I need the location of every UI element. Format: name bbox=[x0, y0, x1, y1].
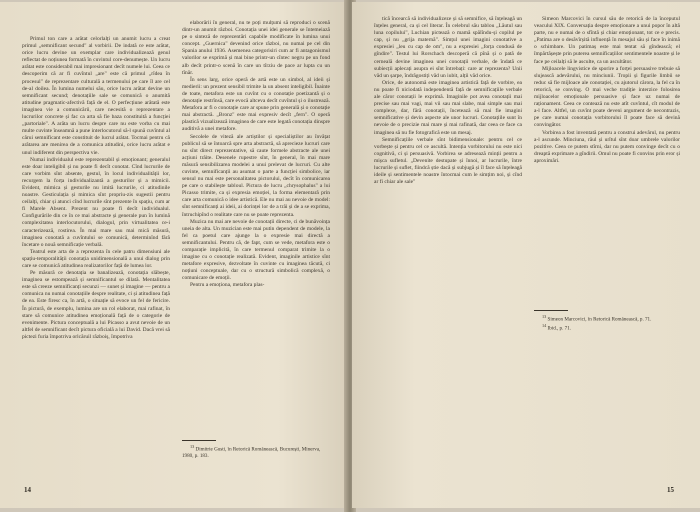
paragraph: Mijloacele lingvistice de sporire a forței persuasive trebuie să slujească adevărului, nu minciunii. Tropii și figurile limbii se reduc să fie mijloace ale conotației, cu ajutorul cărora, la fel ca în retorică, se conving. O mai veche tradiție interzice folosirea mijloacelor emoționale persuasive și face uz numai de raționament. Ceea ce contează nu este atît cuvîntul, cît modul de a-l face. Altfel, un cuvînt poate deveni argument de necontrazis, pe care numai conotația vorbitorului îl poate face să devină convingător. bbox=[534, 65, 680, 129]
footnote-marker: 13 bbox=[190, 444, 195, 449]
footnote-text: Ibid., p. 71. bbox=[547, 325, 572, 332]
page-number-right: 15 bbox=[667, 486, 674, 494]
paragraph: Teatrul este arta de a reprezenta în cele patru dimensiuni ale spațiu-temporalității conotația unidimensională a unui dialog prin care se comunică atitudinea realizatorilor față de lumea lor. bbox=[22, 248, 170, 269]
paragraph: Orice, de autonomă este imaginea artistică față de vorbire, ea nu poate fi niciodată independentă față de semnificațiile verbale ale căror conotații le exprimă. Imaginile pot avea conotații mai precise sau mai vagi, mai vii sau mai slabe, mai simple sau mai complexe, dar, fără conotații, încetează să mai fie imagini semnificative și devin aspecte ale unor lucruri. Conotațiile sunt în nevoie de o precizie mai mare și mai rafinată, dar ceea ce face ca imaginea să nu fie fotografică este un mesaj. bbox=[374, 79, 522, 136]
right-column-1 bbox=[374, 16, 522, 186]
paragraph: Pentru a emoționa, metafora plas- bbox=[190, 282, 265, 289]
left-column-2 bbox=[182, 20, 330, 290]
paragraph: Primul ton care a arătat celorlalți un anumit lucru a creat primul „semnificant secund" al vorbirii. De indată ce este arătat, orice lucru devine un exemplar care individualizează genul reflectat de noțiunea formată în cuvintul core-denumește. Un lucru arătat este considerabil mai impresionant decît numele lui. Ceea ce descoperim că ar fi cuvîntul „are" este că primul „rîdea în procesul" de reprezentare culturală a termenului pe care îl are cel de-al doilea. În lumina numelui său, orice lucru arătat devine un semnificant secund; denotațiile sale se comunică o anumită atitudine pragmatic-afectivă față de el. O perfecțiune arătată este imaginea vie a comunicării, care necesită o reprezentare a lucrurilor concrete și fac ca arta să fie baza constituită a funcției „partoriale". A arăta un lucru despre care nu este vorba cu mai multe cuvinte înseamnă a pune interlocutorul să-l spună cuvîntul al cărui semnificant este constituit de lucrul arătat. Tocmai pentru că arătarea are menirea de a comunica atitudini, orice lucru arătat e unul indiferent din perspectiva vie. bbox=[22, 36, 170, 156]
footnote bbox=[534, 314, 680, 323]
paragraph: elaborării în general, nu te poți mulțumi să reproduci o scenă dintr-un anumit război. Conotația unei idei generale se întemeiază pe o sinteză de reprezentări capabile modificate în lumina unui concept. „Guernica" devenind orice război, nu numai pe cel din Spania anului 1936. Asemenea categorisiri cum ar fi antagonismul valorilor se exprimă și mai bine printr-un cîntec negru pe un fond alb decît printr-o scenă în care un tîrziu de pace ar lupta cu un tînăr. bbox=[182, 20, 330, 76]
left-column-1 bbox=[22, 36, 170, 341]
paragraph: Muzica nu mai are nevoie de conotații directe, ci de bunăvoința uneia de alta. Un muzician este mai putin dependent de modele, la fel ca poetul care ajunge la o expresie mai directă a semnificantului. Pentru că, de fapt, cum se vede, metafora este o comparație implicită, în care termenul comparat trimite la o imagine cu o conotație realizată. Evident, imaginile artistice sînt metafore expresive, dezvoltate în cuvinte cu imaginea tăcută, ci noțiuni conceptuale, dar cu o structură simbolică complexă, o comunicare de emoții. bbox=[182, 218, 330, 282]
paragraph: Numai individualul este reprezentabil și emoționant; generalul este doar inteligibil și nu poate fi decît conotat. Cînd lucrurile de care vorbim sînt absente, gestul, în locul individualității lor, recurgem la forța individualizantă a gesturilor și a mimicii. Evident, mimica și gesturile nu imită lucrurile, ci atitudinile noastre. Gesticulația și mimica sînt propriu-zis sugestii pentru ceilalți, chiar și atunci cînd lucrurile sînt prezente în spațiu, cum ar fi Marele Absent. Prezent nu poate fi decît individualul. Configurările din ce în ce mai abstracte și generale pun în lumină complexitatea interlocutorului, dialogul, prin virtualitatea ce-i caracterizează, rostirea. În mai mare sau mai mică măsură, imaginea conotată a cuvîntului se comunică, determinînd fără încetare o nouă semnificație verbală. bbox=[22, 156, 170, 248]
paragraph: În sens larg, orice operă de artă este un simbol, al ideii și medierii: un prezent sensibil trimite la un absent inteligibil. Înainte de toate, metafora este un cuvînt cu o conotație poetizantă și o denotație restrînsă, care evocă altceva decît cuvîntul și o ilustrează. Metafora ar fi o conotație care ar spune prin generală și o conotație mai abstractă. „Bronz" este mai expresiv decît „fern". O operă plastică vizualizează imaginea de care este legată conotația dinspre auditivă a unei metafore. bbox=[182, 76, 330, 133]
right-column-2 bbox=[534, 16, 680, 165]
footnote-marker: 13 bbox=[542, 314, 547, 319]
paragraph: Secolele de viteză ale artiștilor și specialiștilor au învățat publicul să se întoarcă spre arta abstractă, să aprecieze lucruri care nu sînt direct reprezentative, să caute formele abstracte ale unei acțiuni trăite. Desenele rupestre sînt, în general, în mai mare măsură sensibilizarea modelei a unui prelevat de lucruri. Cu alte cuvinte, semnificanții au asumat o parte a funcției simbolice, iar sensul nu mai este personalitatea pictorului, decît în comunicarea pe care o stabilește tabloul. Pictura de lucru „chrysophalus" a lui Picasso trimite, ca și expresia emoției, la forma elementară prin care arta comunică o idee artistică. Ele nu mai au nevoie de model: sînt semnificanți ai ideii, ai dorinței lor de a trăi și de a se exprima, întruchipînd o realitate care nu se poate reprezenta. bbox=[182, 133, 330, 218]
left-footnotes bbox=[182, 440, 328, 460]
paragraph: Semnificațiile verbale sînt bidimensionale: pentru cel ce vorbește și pentru cel ce ascultă. Intenția vorbitorului nu este nici cognitivă, ci și persuasivă. Vorbirea se adresează minții pentru a mișca sufletul. „Devenite destupate și înnoi, ar lucrurile, între lucrurile și suflet, fiindcă știe dacă și subjugă și îl face să înțeleagă ideile și sentimentele noastre întocmai cum le simțim noi, și cînd ar fi chiar ale sale" bbox=[374, 136, 522, 186]
paragraph: Vorbirea a fost inventată pentru a construi adevărul, nu pentru a-l ascunde. Minciuna, răul și urîtul sînt doar umbrele valorilor pozitive. Ceea ce putem stîrni, dar nu putem convinge decît cu o dreaptă exprimare a gîndirii. Omul nu poate fi convins prin eror și aproximări. bbox=[534, 129, 680, 164]
paragraph: tică încearcă să individualizeze și să semnifice, să înțeleagă un înțeles general, ca și cel literar. În celebrul său tablou „Lăutul sau luna copilului", Luchian pictează o mamă spălîndu-și copilul pe cap, și nu „grija maternă". Simțul unei imagini conotative a expresiei „leu cu cap de om", nu a expresiei „forța condusă de gîndire". Testul lui Rorschach descoperă că pînă și o pată de cerneală devine imaginea unei conotații verbale, de îndată ce subiecții aplecați asupra ei sînt întrebați: care ar reprezenta? Unii văd un șarpe, îndrăgostiți văd un iubit, alții văd orice. bbox=[374, 16, 522, 79]
paragraph: Pe măsură ce denotația se banalizează, conotația slăbește, imaginea se estompează și semnificantul se dilată. Mentalitatea este să creeze semnificanți secunzi — sunet și imagine — pentru a comunica nu numai conotațiile despre realitate, ci și atitudinea față de ea. Este firesc ca, în artă, o situație să evoce un fel de fericire. În pictură, de exemplu, lumina are un rol elaborat, mai rafinat, în stare să comunice atitudinea emoțională față de o categorie de evenimente. Pictura conceptuală a lui Picasso a avut nevoie de un altfel de semnificant decît pictura oficială a lui David. Dacă vrei să pictezi furia împotriva orlcăruil războiș, împotriva bbox=[22, 270, 170, 340]
footnote-text: Simeon Marcovici, în Retorică Românească, p. 71. bbox=[547, 316, 652, 323]
right-footnotes bbox=[534, 310, 680, 333]
footnote-text: Dimitrie Gusti, în Retorică Românească, București, Minerva, 1980, p. 183. bbox=[182, 446, 321, 460]
left-page bbox=[0, 2, 348, 508]
footnote-rule bbox=[182, 440, 216, 441]
paragraph: Simeon Marcovici în cursul său de retorică de la începutul veacului XIX. Conversația despre emoționare a unui popor în altă parte, nu e numai de o sfîntă și chiar emoționant, tot ce e precis. „Patima are o desăvîrșită influență în mesajul său și face în inimă o schimbare. Un patimaș este mai tentat să gîndească; el împărtășește prin puterea semnificațiilor sentimentele noastre și le face pe ceilalți să le asculte, ca un ascultător. bbox=[534, 16, 680, 65]
page-number-left: 14 bbox=[24, 486, 31, 494]
footnote bbox=[182, 444, 328, 460]
footnote-rule bbox=[534, 310, 568, 311]
footnote-marker: 14 bbox=[542, 323, 547, 329]
footnote bbox=[534, 323, 680, 332]
right-page bbox=[352, 2, 700, 508]
